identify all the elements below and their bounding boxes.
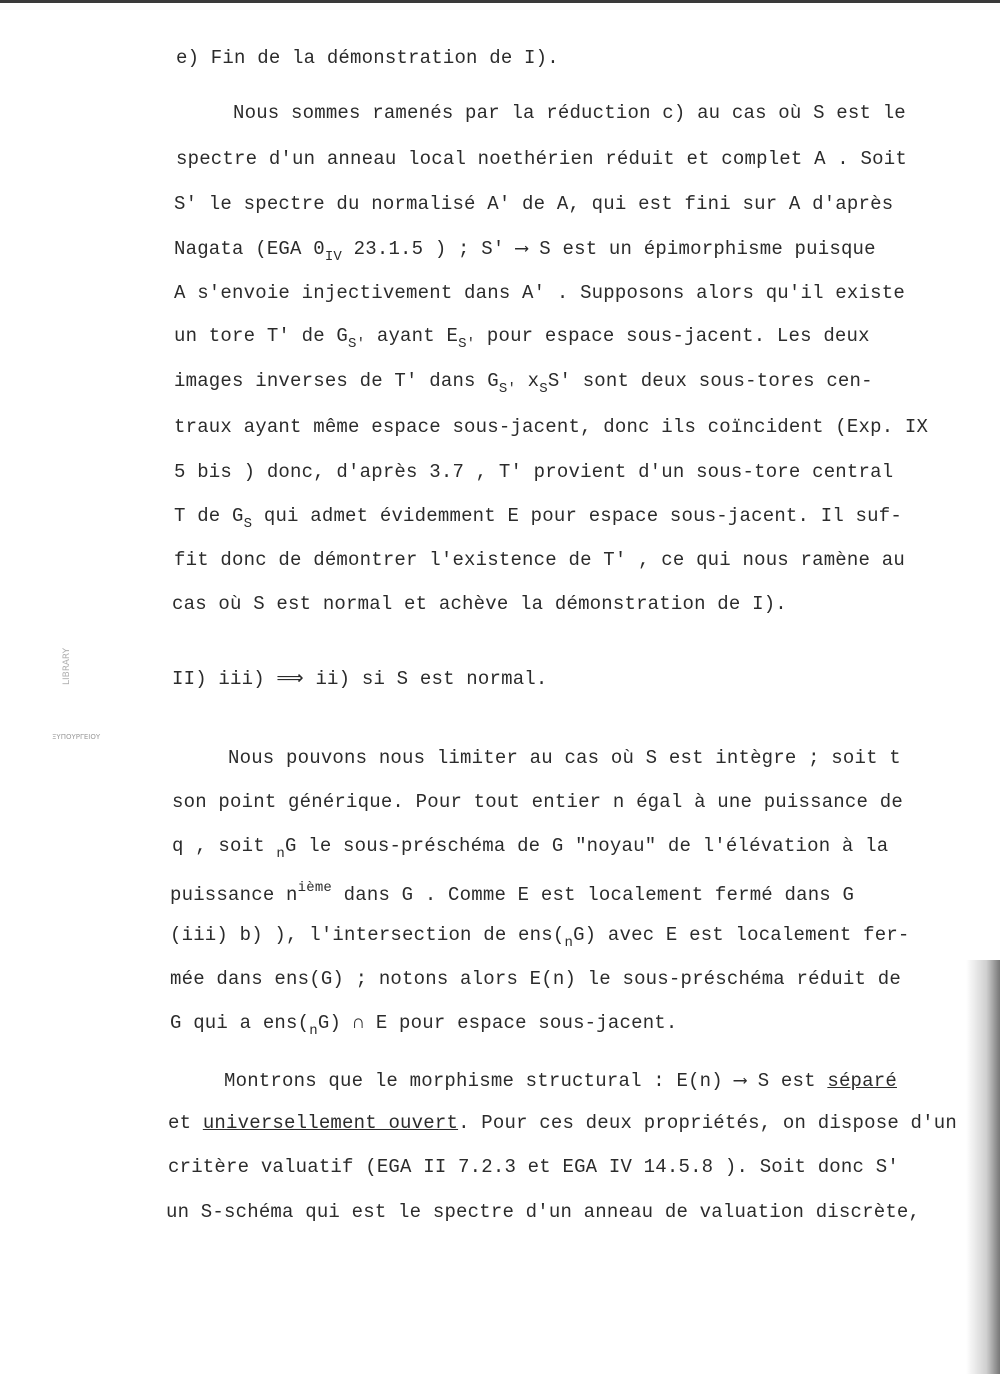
paragraph-line: Nagata (EGA $0_{IV}$ 23.1.5 ) ; S' ⟶ S est un épimorphisme puisque <box>174 238 876 265</box>
scan-edge-shadow <box>966 960 1000 1374</box>
section-title-ii: II) iii) ⟹ ii) si S est normal. <box>172 668 548 690</box>
paragraph-line: fit donc de démontrer l'existence de T' , ce qui nous ramène au <box>174 549 905 571</box>
paragraph-line: Montrons que le morphisme structural : E(n) ⟶ S est séparé <box>224 1070 897 1092</box>
paragraph-line: cas où S est normal et achève la démonstration de I). <box>172 593 787 615</box>
paragraph-line: mée dans ens(G) ; notons alors E(n) le sous-préschéma réduit de <box>170 968 901 990</box>
paragraph-line: S' le spectre du normalisé A' de A, qui est fini sur A d'après <box>174 193 894 215</box>
paragraph-line: spectre d'un anneau local noethérien réduit et complet A . Soit <box>176 148 907 170</box>
section-title-e: e) Fin de la démonstration de I). <box>176 47 559 69</box>
paragraph-line: images inverses de T' dans $G_{S'}$ $x_SS'$ sont deux sous-tores cen- <box>174 370 873 397</box>
paragraph-line: critère valuatif (EGA II 7.2.3 et EGA IV 14.5.8 ). Soit donc S' <box>168 1156 899 1178</box>
paragraph-line: q , soit $_n$G le sous-préschéma de G "noyau" de l'élévation à la <box>172 835 889 862</box>
paragraph-line: puissance $n^{ième}$ dans G . Comme E est localement fermé dans G <box>170 880 855 906</box>
paragraph-line: Nous pouvons nous limiter au cas où S est intègre ; soit t <box>228 747 901 769</box>
margin-note: ΞΥΠΟΥΡΓΕΙΟΥ <box>52 733 101 741</box>
library-stamp: LIBRARY <box>62 647 72 685</box>
paragraph-line: son point générique. Pour tout entier n égal à une puissance de <box>172 791 903 813</box>
top-border <box>0 0 1000 3</box>
paragraph-line: (iii) b) ), l'intersection de $ens(_nG)$ avec E est localement fer- <box>170 924 910 951</box>
paragraph-line: un S-schéma qui est le spectre d'un anneau de valuation discrète, <box>166 1201 921 1223</box>
paragraph-line: A s'envoie injectivement dans A' . Supposons alors qu'il existe <box>174 282 905 304</box>
paragraph-line: un tore T' de $G_{S'}$ ayant $E_{S'}$ pour espace sous-jacent. Les deux <box>174 325 870 352</box>
underlined-term: séparé <box>827 1070 897 1092</box>
paragraph-line: 5 bis ) donc, d'après 3.7 , T' provient d'un sous-tore central <box>174 461 894 483</box>
paragraph-line: Nous sommes ramenés par la réduction c) au cas où S est le <box>233 102 906 124</box>
paragraph-line: et universellement ouvert. Pour ces deux propriétés, on dispose d'un <box>168 1112 957 1134</box>
paragraph-line: G qui a $ens(_nG)$ ∩ E pour espace sous-jacent. <box>170 1012 678 1039</box>
paragraph-line: traux ayant même espace sous-jacent, donc ils coïncident (Exp. IX <box>174 416 929 438</box>
underlined-term: universellement ouvert <box>202 1112 459 1134</box>
paragraph-line: T de $G_S$ qui admet évidemment E pour espace sous-jacent. Il suf- <box>174 505 902 532</box>
